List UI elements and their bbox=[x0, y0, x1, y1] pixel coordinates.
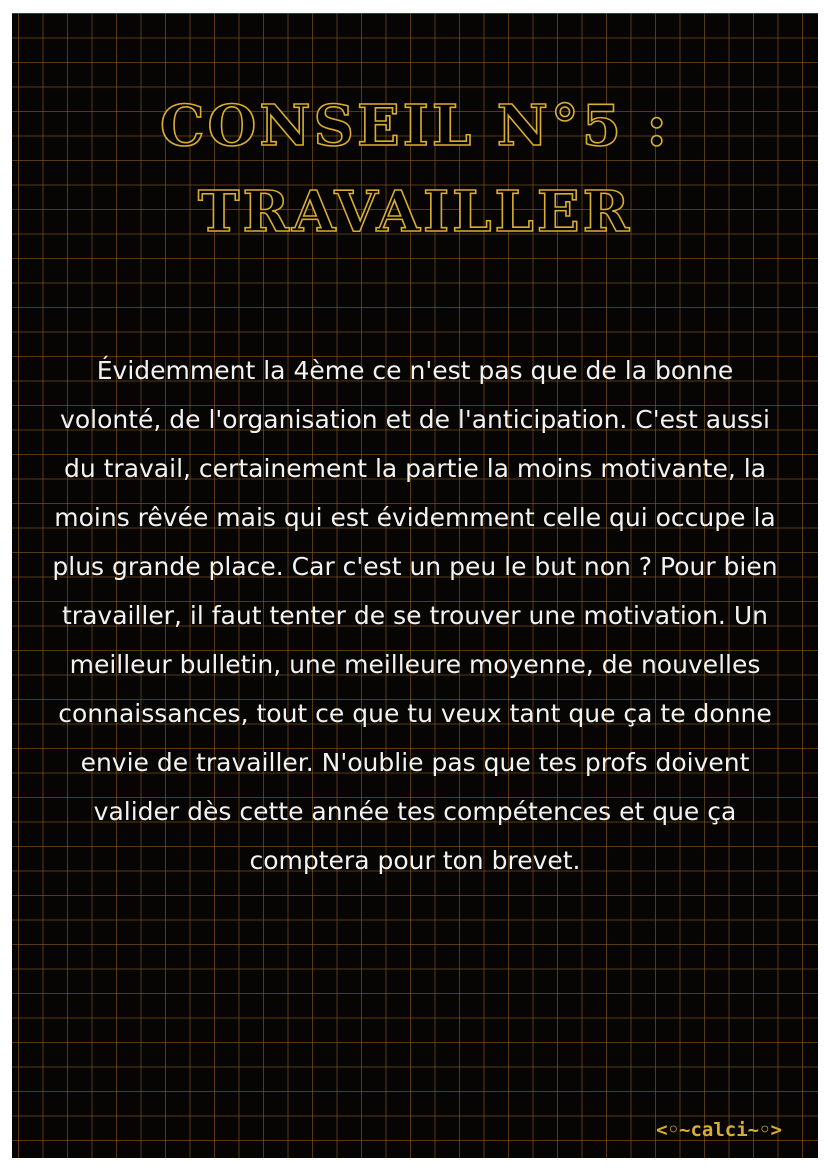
poster-page bbox=[12, 13, 818, 1158]
author-signature: <◦~calci~◦> bbox=[656, 1119, 782, 1141]
title-line-1: CONSEIL N°5 : bbox=[159, 93, 671, 159]
title-line-2: TRAVAILLER bbox=[197, 179, 633, 245]
page-title bbox=[12, 83, 818, 255]
advice-paragraph: Évidemment la 4ème ce n'est pas que de la bonne volonté, de l'organisation et de l'anticipation. C'est aussi du travail, certainement la partie la moins motivante, la moins rêvée mais qui est évidemment celle qui occupe la plus grande place. Car c'est un peu le but non ? Pour bien travailler, il faut tenter de se trouver une motivation. Un meilleur bulletin, une meilleure moyenne, de nouvelles connaissances, tout ce que tu veux tant que ça te donne envie de travailler. N'oublie pas que tes profs doivent valider dès cette année tes compétences et que ça comptera pour ton brevet. bbox=[52, 356, 778, 875]
